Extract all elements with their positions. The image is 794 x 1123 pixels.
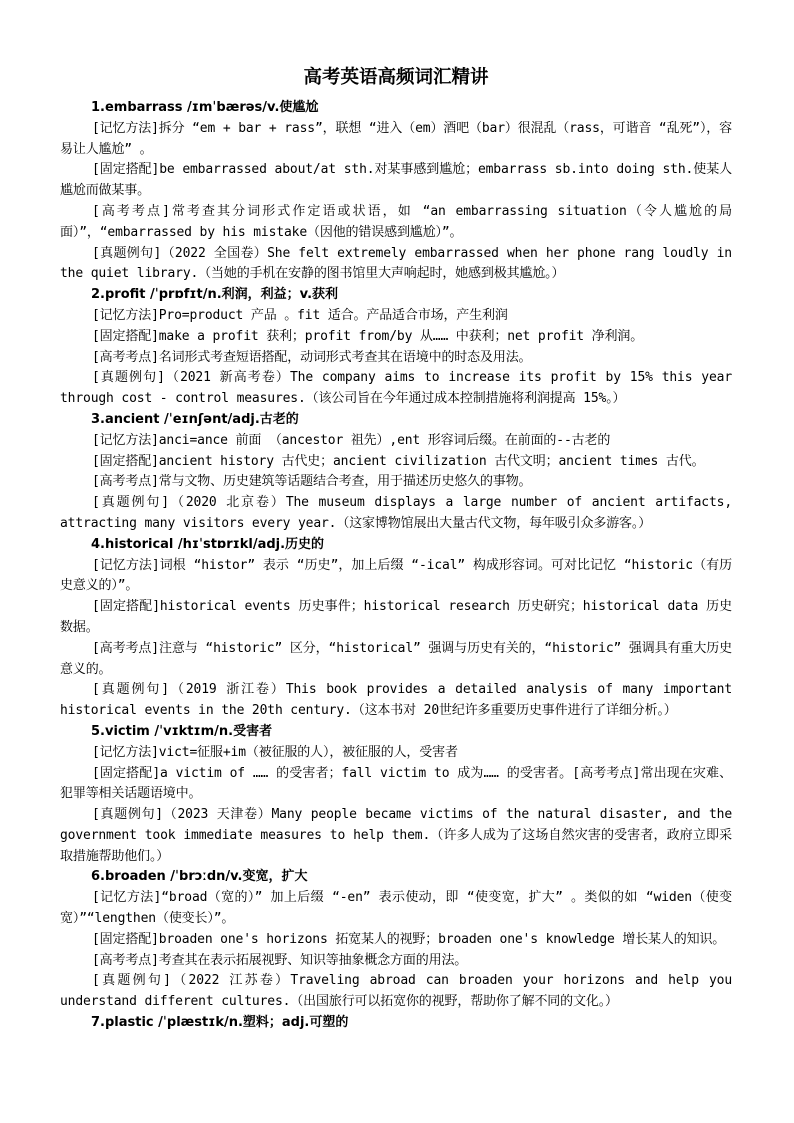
entry-paragraph: [真题例句]（2020 北京卷）The museum displays a large number of ancient artifacts, attracting many visitors every year.（这家博物馆展出大量古代文物，每年吸引众多游客。）	[60, 495, 732, 531]
entry-paragraph: [固定搭配]historical events 历史事件；historical research 历史研究；historical data 历史数据。	[60, 599, 732, 635]
entry-heading: 1.embarrass /ɪmˈbærəs/v.使尴尬	[91, 100, 319, 115]
vocab-entry	[60, 285, 732, 410]
entry-heading: 3.ancient /ˈeɪnʃənt/adj.古老的	[91, 411, 299, 427]
entry-heading: 7.plastic /ˈplæstɪk/n.塑料；adj.可塑的	[91, 1015, 349, 1031]
entry-paragraph: [固定搭配]a victim of …… 的受害者；fall victim to 成为…… 的受害者。[高考考点]常出现在灾难、犯罪等相关话题语境中。	[60, 765, 732, 802]
entry-heading: 4.historical /hɪˈstɒrɪkl/adj.历史的	[91, 536, 325, 552]
entry-heading: 5.victim /ˈvɪktɪm/n.受害者	[91, 723, 273, 739]
entry-paragraph: [固定搭配]make a profit 获利；profit from/by 从…… 中获利；net profit 净利润。	[92, 328, 644, 344]
entry-paragraph: [高考考点]名词形式考查短语搭配，动词形式考查其在语境中的时态及用法。	[92, 349, 532, 365]
page-title: 高考英语高频词汇精讲	[303, 67, 489, 88]
entry-paragraph: [记忆方法]vict=征服+im（被征服的人），被征服的人，受害者	[92, 744, 458, 760]
entry-paragraph: [高考考点]注意与 “historic” 区分，“historical” 强调与历史有关的，“historic” 强调具有重大历史意义的。	[60, 640, 732, 677]
entry-paragraph: [真题例句]（2022 江苏卷）Traveling abroad can broaden your horizons and help you understand different cultures.（出国旅行可以拓宽你的视野，帮助你了解不同的文化。）	[60, 973, 732, 1010]
entry-heading: 2.profit /ˈprɒfɪt/n.利润，利益；v.获利	[91, 287, 339, 303]
vocab-entry	[60, 1013, 732, 1034]
vocab-entry	[60, 722, 732, 868]
entry-paragraph: [记忆方法]anci=ance 前面 （ancestor 祖先）,ent 形容词后缀。在前面的--古老的	[92, 432, 611, 448]
entry-paragraph: [真题例句]（2019 浙江卷）This book provides a detailed analysis of many important historical events in the 20th century.（这本书对 20世纪许多重要历史事件进行了详细分析。）	[60, 682, 732, 719]
entry-paragraph: [固定搭配]be embarrassed about/at sth.对某事感到尴尬；embarrass sb.into doing sth.使某人尴尬而做某事。	[60, 162, 732, 199]
vocab-entry	[60, 535, 732, 722]
entry-paragraph: [固定搭配]ancient history 古代史；ancient civilization 古代文明；ancient times 古代。	[92, 453, 705, 469]
entry-paragraph: [高考考点]常与文物、历史建筑等话题结合考查，用于描述历史悠久的事物。	[92, 474, 532, 490]
entry-paragraph: [高考考点]常考查其分词形式作定语或状语，如 “an embarrassing situation（令人尴尬的局面）”，“embarrassed by his mistake（因他的错误感到尴尬）”。	[60, 203, 732, 240]
entry-paragraph: [真题例句]（2023 天津卷）Many people became victims of the natural disaster, and the government took immediate measures to help them.（许多人成为了这场自然灾害的受害者，政府立即采取措施帮助他们。）	[60, 807, 732, 864]
entry-heading: 6.broaden /ˈbrɔːdn/v.变宽，扩大	[91, 869, 308, 885]
vocab-entry	[60, 98, 732, 285]
entry-paragraph: [高考考点]考查其在表示拓展视野、知识等抽象概念方面的用法。	[92, 952, 468, 968]
entry-paragraph: [记忆方法]词根 “histor” 表示 “历史”，加上后缀 “-ical” 构成形容词。可对比记忆 “historic（有历史意义的）”。	[60, 557, 732, 594]
entry-paragraph: [记忆方法]“broad（宽的）” 加上后缀 “-en” 表示使动，即 “使变宽，扩大” 。类似的如 “widen（使变宽）”“lengthen（使变长）”。	[60, 890, 732, 927]
vocabulary-list	[60, 98, 732, 1034]
vocab-entry	[60, 867, 732, 1013]
vocab-entry	[60, 410, 732, 535]
entry-paragraph: [记忆方法]拆分 “em + bar + rass”，联想 “进入（em）酒吧（bar）很混乱（rass，可谐音 “乱死”），容易让人尴尬” 。	[60, 120, 733, 157]
entry-paragraph: [真题例句]（2022 全国卷）She felt extremely embarrassed when her phone rang loudly in the quiet library.（当她的手机在安静的图书馆里大声响起时，她感到极其尴尬。）	[60, 245, 732, 282]
entry-paragraph: [记忆方法]Pro=product 产品 。fit 适合。产品适合市场，产生利润	[92, 307, 508, 323]
entry-paragraph: [真题例句]（2021 新高考卷）The company aims to increase its profit by 15% this year through cost - control measures.（该公司旨在今年通过成本控制措施将利润提高 15%。）	[60, 370, 732, 407]
entry-paragraph: [固定搭配]broaden one's horizons 拓宽某人的视野；broaden one's knowledge 增长某人的知识。	[92, 931, 726, 947]
